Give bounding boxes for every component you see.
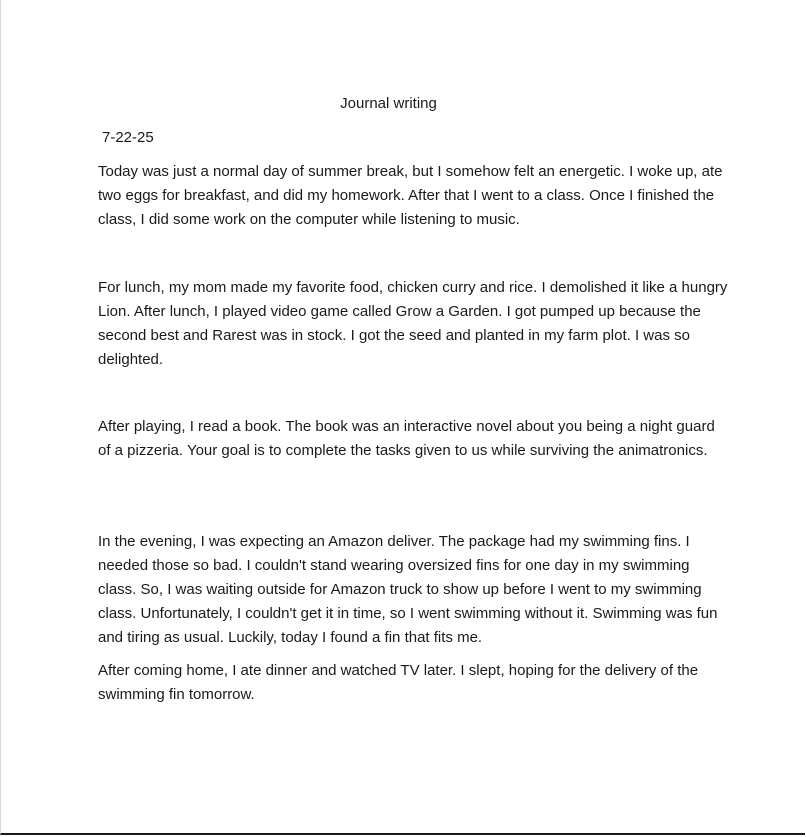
journal-date: 7-22-25 — [102, 129, 154, 146]
paragraph-morning: Today was just a normal day of summer break, but I somehow felt an energetic. I woke up, ate two eggs for breakfast, and did my homework. After that I went to a class. Once I finished the class, I did some work on the computer while listening to music. — [98, 163, 723, 228]
paragraph-lunch: For lunch, my mom made my favorite food, chicken curry and rice. I demolished it like a hungry Lion. After lunch, I played video game called Grow a Garden. I got pumped up because the second best and Rarest was in stock. I got the seed and planted in my farm plot. I was so delighted. — [98, 279, 728, 368]
page-title: Journal writing — [340, 95, 437, 112]
paragraph-evening: In the evening, I was expecting an Amazon deliver. The package had my swimming fins. I needed those so bad. I couldn't stand wearing oversized fins for one day in my swimming class. So, I was waiting outside for Amazon truck to show up before I went to my swimming class. Unfortunately, I couldn't get it in time, so I went swimming without it. Swimming was fun and tiring as usual. Luckily, today I found a fin that fits me. — [98, 533, 718, 646]
paragraph-night: After coming home, I ate dinner and watched TV later. I slept, hoping for the delivery of the swimming fin tomorrow. — [98, 662, 699, 703]
paragraph-reading: After playing, I read a book. The book was an interactive novel about you being a night guard of a pizzeria. Your goal is to complete the tasks given to us while surviving the animatronics. — [98, 418, 715, 459]
